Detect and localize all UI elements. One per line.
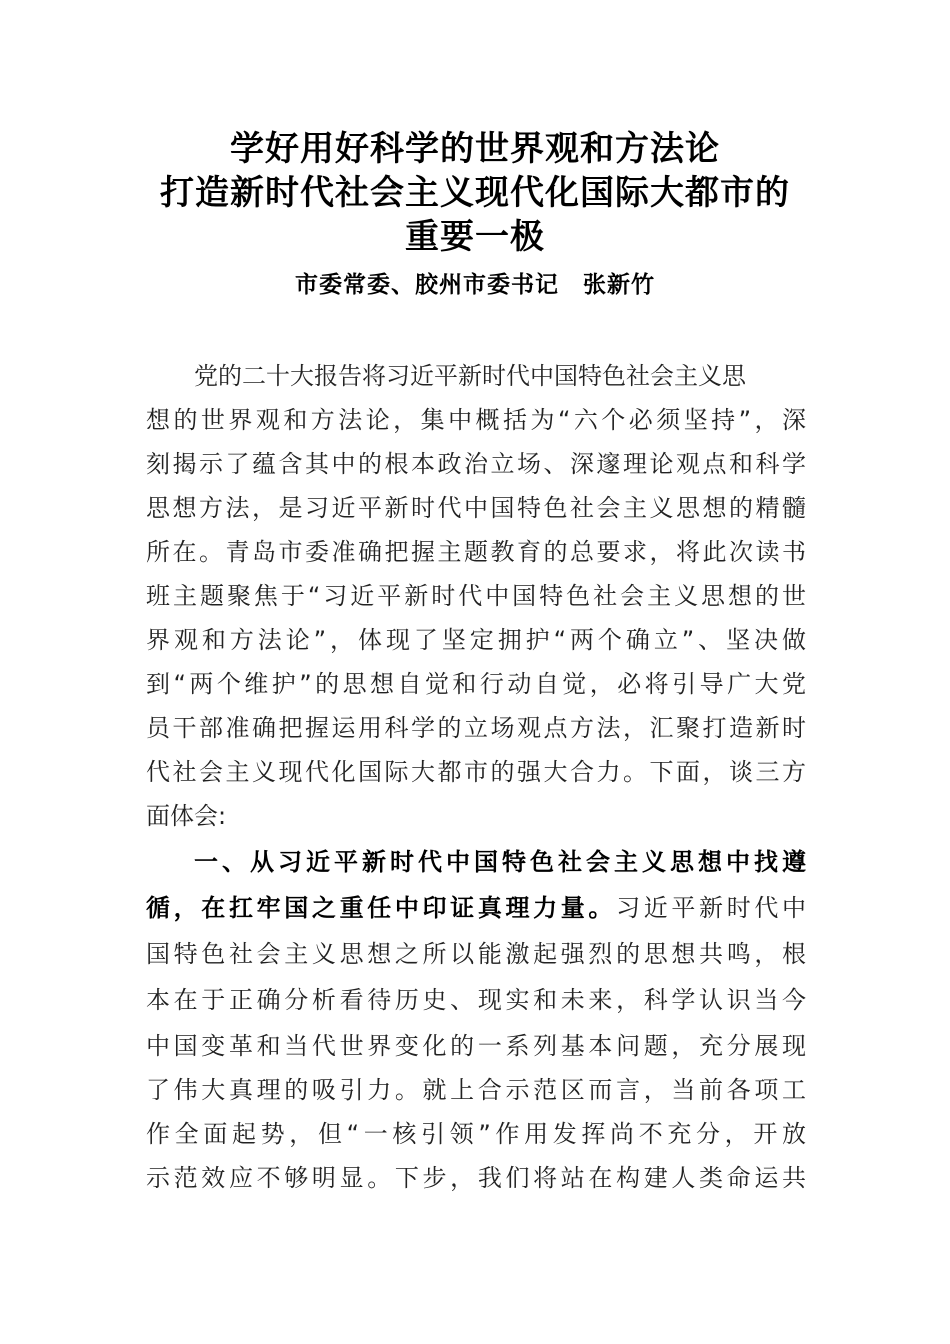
body-line: 界观和方法论”，体现了坚定拥护“两个确立”、坚决做 <box>146 626 806 654</box>
author-byline <box>100 268 850 302</box>
section-1-heading-line-2 <box>146 886 806 930</box>
body-line: 作全面起势，但“一核引领”作用发挥尚不充分，开放 <box>146 1120 806 1148</box>
body-line: 所在。青岛市委准确把握主题教育的总要求，将此次读书 <box>146 538 806 566</box>
body-line: 班主题聚焦于“习近平新时代中国特色社会主义思想的世 <box>146 582 806 610</box>
title-line-2: 打造新时代社会主义现代化国际大都市的 <box>160 173 790 213</box>
section-1-heading: 一、从习近平新时代中国特色社会主义思想中找遵 <box>194 848 806 876</box>
author-position: 市委常委、胶州市委书记 <box>295 271 559 298</box>
body-line: 面体会: <box>146 802 227 830</box>
title-line-1: 学好用好科学的世界观和方法论 <box>230 129 720 169</box>
body-line: 党的二十大报告将习近平新时代中国特色社会主义思 <box>194 362 746 390</box>
body-line: 示范效应不够明显。下步，我们将站在构建人类命运共 <box>146 1164 806 1192</box>
body-line: 刻揭示了蕴含其中的根本政治立场、深邃理论观点和科学 <box>146 450 806 478</box>
body-line: 了伟大真理的吸引力。就上合示范区而言，当前各项工 <box>146 1076 806 1104</box>
section-1-heading-bold: 循，在扛牢国之重任中印证真理力量。 <box>146 894 617 922</box>
body-line: 想的世界观和方法论，集中概括为“六个必须坚持”，深 <box>146 406 806 434</box>
body-line: 员干部准确把握运用科学的立场观点方法，汇聚打造新时 <box>146 714 806 742</box>
body-line: 国特色社会主义思想之所以能激起强烈的思想共鸣，根 <box>146 940 806 968</box>
title-line-3: 重要一极 <box>405 217 545 257</box>
body-line: 代社会主义现代化国际大都市的强大合力。下面，谈三方 <box>146 758 806 786</box>
body-line: 思想方法，是习近平新时代中国特色社会主义思想的精髓 <box>146 494 806 522</box>
body-line: 到“两个维护”的思想自觉和行动自觉，必将引导广大党 <box>146 670 806 698</box>
body-line: 本在于正确分析看待历史、现实和未来，科学认识当今 <box>146 986 806 1014</box>
section-1-text: 习近平新时代中 <box>616 894 806 922</box>
author-name: 张新竹 <box>583 271 655 298</box>
body-line: 中国变革和当代世界变化的一系列基本问题，充分展现 <box>146 1032 806 1060</box>
